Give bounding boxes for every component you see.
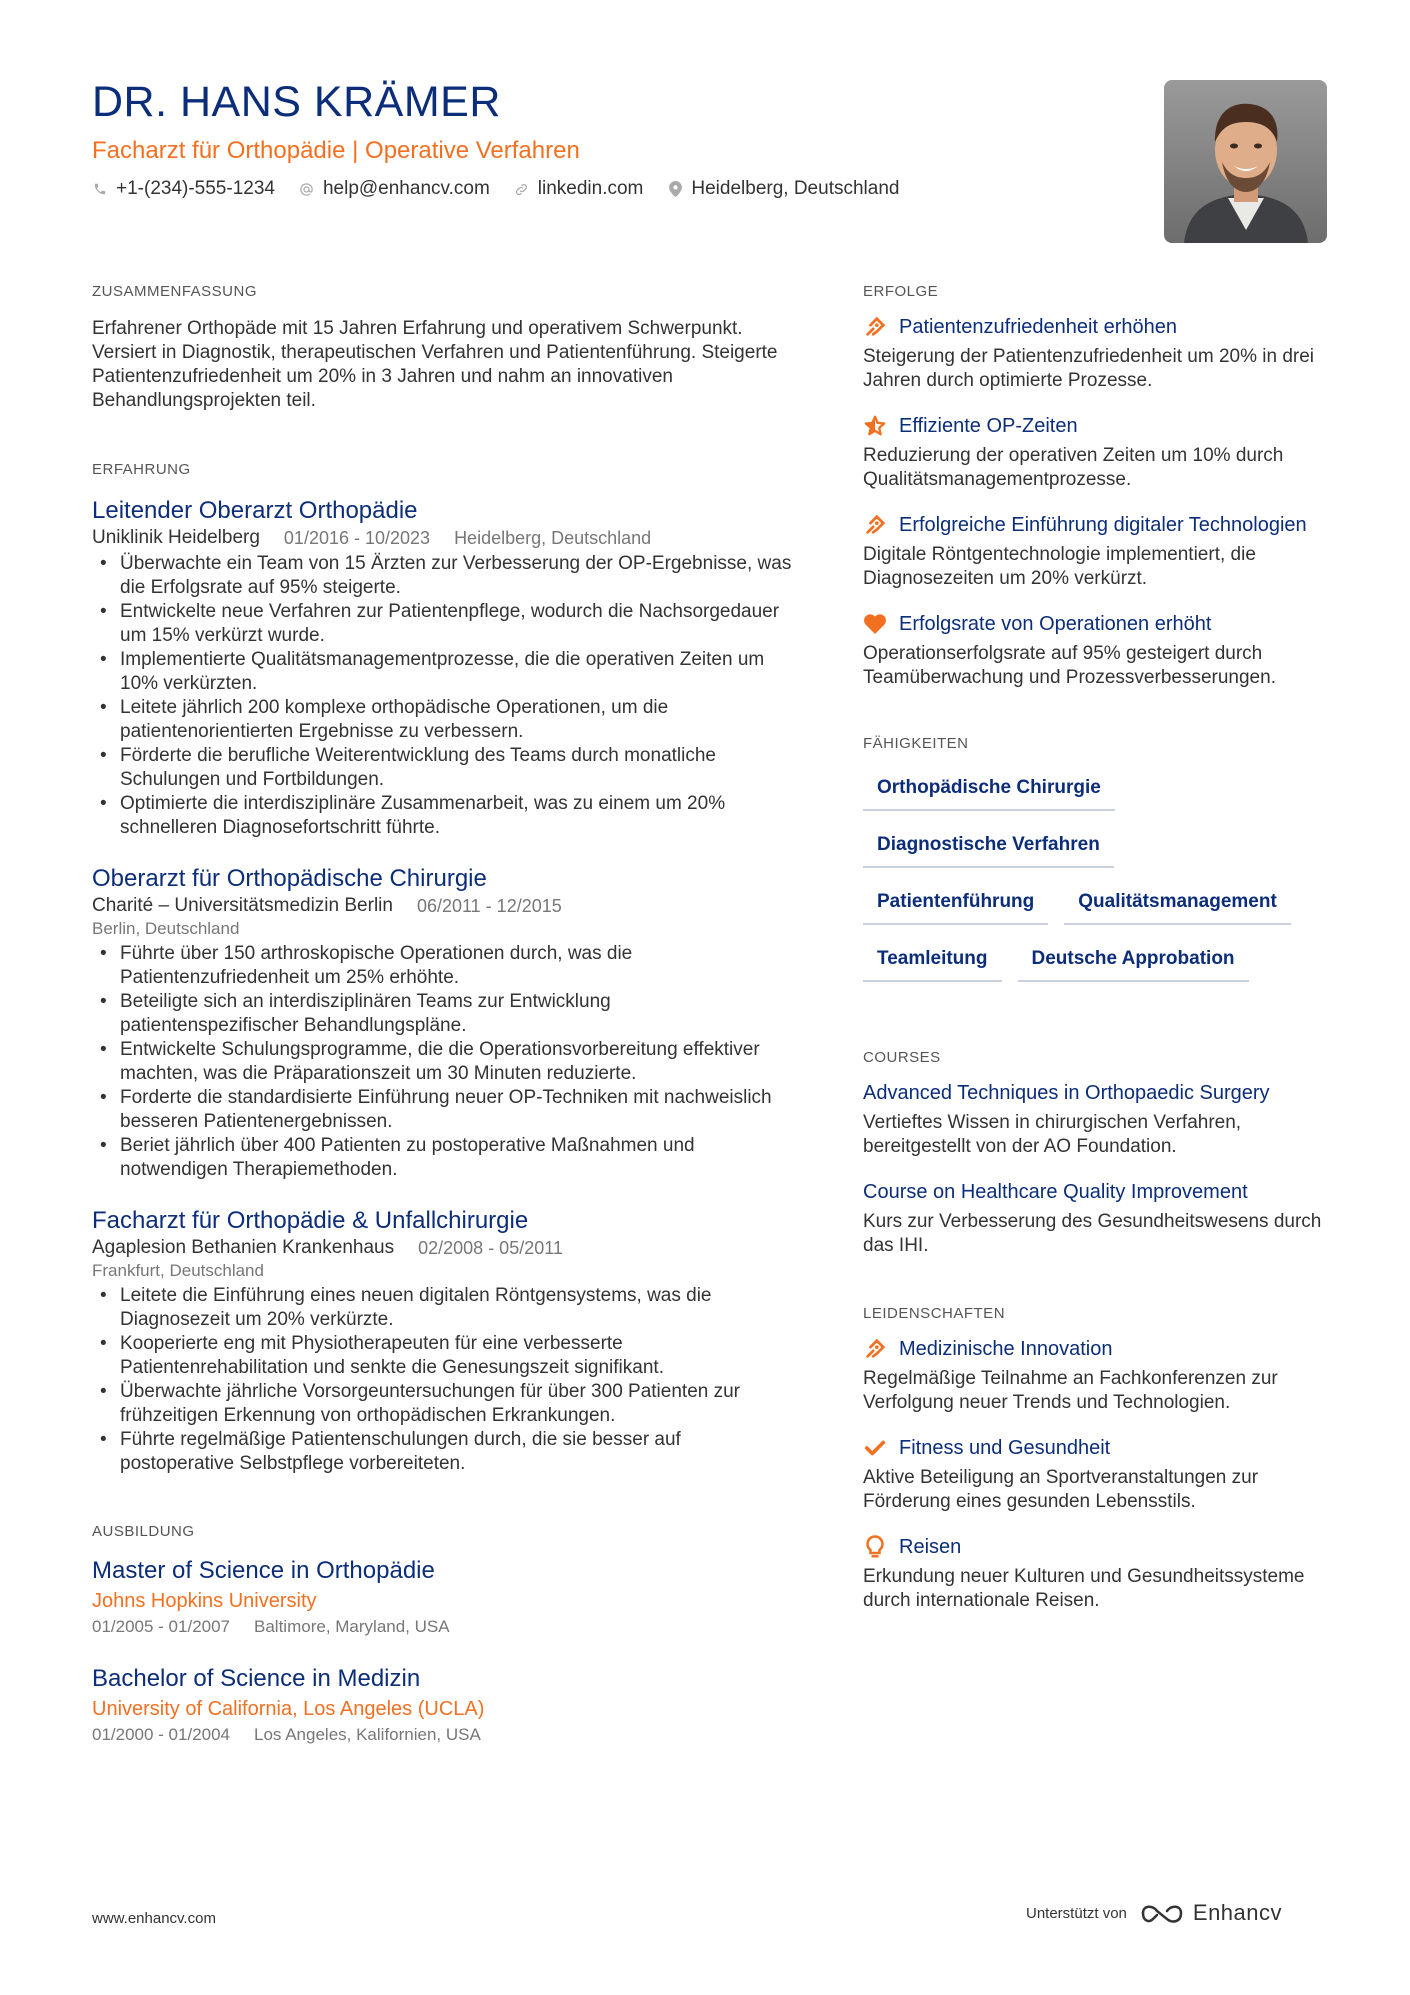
achievement-title: Erfolgreiche Einführung digitaler Technologien	[899, 514, 1307, 536]
left-column	[92, 282, 792, 1746]
skills-list	[863, 768, 1323, 996]
check-icon	[863, 1435, 887, 1461]
job-title: Leitender Oberarzt Orthopädie	[92, 497, 418, 524]
skill-tag: Patientenführung	[863, 882, 1048, 925]
course-title: Advanced Techniques in Orthopaedic Surgery	[863, 1082, 1270, 1104]
powered-by-text: Unterstützt von	[1026, 1904, 1127, 1922]
job-bullets	[92, 1284, 792, 1476]
rocket-icon	[863, 314, 887, 340]
education-school: University of California, Los Angeles (UCLA)	[92, 1698, 485, 1720]
footer-branding	[1026, 1900, 1282, 1926]
experience-heading: ERFAHRUNG	[92, 461, 191, 478]
location-pin-icon	[667, 181, 683, 197]
job-bullet: • Führte über 150 arthroskopische Operationen durch, was die Patientenzufriedenheit um 25% erhöhte.	[92, 942, 792, 990]
job-bullet: • Beriet jährlich über 400 Patienten zu postoperative Maßnahmen und notwendigen Therapiemethoden.	[92, 1134, 792, 1182]
job-bullet: • Implementierte Qualitätsmanagementprozesse, die die operativen Zeiten um 10% verkürzten.	[92, 648, 792, 696]
job-title: Facharzt für Orthopädie & Unfallchirurgie	[92, 1207, 529, 1234]
passion-item	[863, 1435, 1333, 1514]
linkedin-text[interactable]: linkedin.com	[537, 178, 644, 199]
achievement-desc: Steigerung der Patientenzufriedenheit um 20% in drei Jahren durch optimierte Prozesse.	[863, 346, 1315, 391]
job-bullet: • Leitete die Einführung eines neuen digitalen Röntgensystems, was die Diagnosezeit um 20% verkürzte.	[92, 1284, 792, 1332]
email-text[interactable]: help@enhancv.com	[322, 178, 490, 199]
contact-linkedin[interactable]	[514, 176, 644, 202]
job-bullet: • Optimierte die interdisziplinäre Zusammenarbeit, was zu einem um 20% schnelleren Diagnosefortschritt führte.	[92, 792, 792, 840]
job-bullet: • Führte regelmäßige Patientenschulungen durch, die sie besser auf postoperative Selbstpflege vorbereiteten.	[92, 1428, 792, 1476]
job-bullets	[92, 552, 792, 840]
passion-title: Reisen	[899, 1536, 962, 1558]
skills-heading: FÄHIGKEITEN	[863, 735, 969, 752]
profile-photo	[1164, 80, 1327, 243]
enhancv-logo-icon	[1139, 1901, 1185, 1925]
education-location: Baltimore, Maryland, USA	[254, 1617, 450, 1636]
job-bullets	[92, 942, 792, 1182]
achievement-item	[863, 611, 1333, 690]
phone-icon	[92, 181, 108, 197]
course-desc: Vertieftes Wissen in chirurgischen Verfahren, bereitgestellt von der AO Foundation.	[863, 1112, 1242, 1157]
candidate-title: Facharzt für Orthopädie | Operative Verfahren	[92, 137, 580, 164]
job-bullet: • Leitete jährlich 200 komplexe orthopädische Operationen, um die patientenorientierten Ergebnisse zu verbessern.	[92, 696, 792, 744]
job-bullet: • Förderte die berufliche Weiterentwicklung des Teams durch monatliche Schulungen und Fortbildungen.	[92, 744, 792, 792]
passion-title: Fitness und Gesundheit	[899, 1437, 1111, 1459]
contact-info	[92, 176, 1152, 202]
education-dates: 01/2005 - 01/2007	[92, 1617, 231, 1636]
heart-icon	[863, 611, 887, 637]
courses-heading: COURSES	[863, 1049, 941, 1066]
course-desc: Kurs zur Verbesserung des Gesundheitswesens durch das IHI.	[863, 1211, 1322, 1256]
achievement-desc: Operationserfolgsrate auf 95% gesteigert durch Teamüberwachung und Prozessverbesserungen.	[863, 643, 1276, 688]
course-item	[863, 1179, 1333, 1258]
contact-location	[667, 176, 899, 202]
passion-item	[863, 1336, 1333, 1415]
summary-text: Erfahrener Orthopäde mit 15 Jahren Erfahrung und operativem Schwerpunkt. Versiert in Diagnostik, therapeutischen Verfahren und Patientenführung. Steigerte Patientenzufriedenheit um 20% in 3 Jahren und nahm an innovativen Behandlungsprojekten teil.	[92, 318, 778, 411]
achievements-heading: ERFOLGE	[863, 283, 939, 300]
skill-tag: Diagnostische Verfahren	[863, 825, 1114, 868]
passion-desc: Regelmäßige Teilnahme an Fachkonferenzen zur Verfolgung neuer Trends und Technologien.	[863, 1368, 1278, 1413]
job-bullet: • Überwachte ein Team von 15 Ärzten zur Verbesserung der OP-Ergebnisse, was die Erfolgsrate auf 95% steigerte.	[92, 552, 792, 600]
job-location: Berlin, Deutschland	[92, 919, 240, 938]
footer-website[interactable]: www.enhancv.com	[92, 1910, 216, 1927]
job-company: Charité – Universitätsmedizin Berlin	[92, 895, 393, 916]
achievement-title: Erfolgsrate von Operationen erhöht	[899, 613, 1212, 635]
job-title: Oberarzt für Orthopädische Chirurgie	[92, 865, 487, 892]
job-entry	[92, 1206, 792, 1476]
lightbulb-icon	[863, 1534, 887, 1560]
education-entry	[92, 1664, 792, 1746]
skill-tag: Qualitätsmanagement	[1064, 882, 1291, 925]
passion-desc: Aktive Beteiligung an Sportveranstaltungen zur Förderung eines gesunden Lebensstils.	[863, 1467, 1259, 1512]
education-location: Los Angeles, Kalifornien, USA	[254, 1725, 481, 1744]
enhancv-brand: Enhancv	[1192, 1900, 1283, 1925]
phone-text: +1-(234)-555-1234	[116, 178, 275, 199]
job-bullet: • Beteiligte sich an interdisziplinären Teams zur Entwicklung patientenspezifischer Behandlungspläne.	[92, 990, 792, 1038]
job-company: Agaplesion Bethanien Krankenhaus	[92, 1237, 395, 1258]
skill-tag: Teamleitung	[863, 939, 1002, 982]
achievement-title: Effiziente OP-Zeiten	[899, 415, 1078, 437]
education-dates: 01/2000 - 01/2004	[92, 1725, 231, 1744]
link-icon	[514, 181, 530, 197]
job-location: Frankfurt, Deutschland	[92, 1261, 264, 1280]
star-icon	[863, 413, 887, 439]
contact-phone	[92, 176, 275, 202]
at-icon	[299, 181, 315, 197]
location-text: Heidelberg, Deutschland	[691, 178, 900, 199]
job-meta	[92, 1236, 792, 1260]
job-company: Uniklinik Heidelberg	[92, 527, 260, 548]
course-item	[863, 1080, 1333, 1159]
candidate-name: DR. HANS KRÄMER	[92, 78, 501, 126]
achievement-title: Patientenzufriedenheit erhöhen	[899, 316, 1177, 338]
job-meta	[92, 526, 792, 550]
job-entry	[92, 864, 792, 1182]
achievement-item	[863, 413, 1333, 492]
job-bullet: • Kooperierte eng mit Physiotherapeuten für eine verbesserte Patientenrehabilitation und senkte die Genesungszeit signifikant.	[92, 1332, 792, 1380]
job-bullet: • Entwickelte neue Verfahren zur Patientenpflege, wodurch die Nachsorgedauer um 15% verkürzt wurde.	[92, 600, 792, 648]
passion-item	[863, 1534, 1333, 1613]
skill-tag: Deutsche Approbation	[1018, 939, 1249, 982]
education-entry	[92, 1556, 792, 1638]
passions-heading: LEIDENSCHAFTEN	[863, 1305, 1006, 1322]
education-meta	[92, 1616, 792, 1638]
right-column	[863, 282, 1333, 1613]
job-bullet: • Forderte die standardisierte Einführung neuer OP-Techniken mit nachweislich besseren Patientenergebnissen.	[92, 1086, 792, 1134]
achievement-desc: Digitale Röntgentechnologie implementiert, die Diagnosezeiten um 20% verkürzt.	[863, 544, 1256, 589]
course-title: Course on Healthcare Quality Improvement	[863, 1181, 1248, 1203]
achievement-item	[863, 314, 1333, 393]
job-dates: 06/2011 - 12/2015	[416, 896, 562, 916]
job-dates: 02/2008 - 05/2011	[418, 1238, 563, 1258]
achievement-item	[863, 512, 1333, 591]
rocket-icon	[863, 1336, 887, 1362]
education-heading: AUSBILDUNG	[92, 1523, 195, 1540]
achievement-desc: Reduzierung der operativen Zeiten um 10% durch Qualitätsmanagementprozesse.	[863, 445, 1284, 490]
education-meta	[92, 1724, 792, 1746]
education-school: Johns Hopkins University	[92, 1590, 317, 1612]
passion-title: Medizinische Innovation	[899, 1338, 1113, 1360]
job-entry	[92, 496, 792, 840]
skill-tag: Orthopädische Chirurgie	[863, 768, 1115, 811]
job-bullet: • Überwachte jährliche Vorsorgeuntersuchungen für über 300 Patienten zur frühzeitigen Erkennung von orthopädischen Erkrankungen.	[92, 1380, 792, 1428]
job-dates: 01/2016 - 10/2023	[283, 528, 431, 548]
resume-header	[92, 76, 1152, 202]
contact-email[interactable]	[299, 176, 490, 202]
summary-heading: ZUSAMMENFASSUNG	[92, 283, 258, 300]
education-degree: Master of Science in Orthopädie	[92, 1557, 435, 1584]
rocket-icon	[863, 512, 887, 538]
job-meta	[92, 894, 792, 918]
education-degree: Bachelor of Science in Medizin	[92, 1665, 421, 1692]
passion-desc: Erkundung neuer Kulturen und Gesundheitssysteme durch internationale Reisen.	[863, 1566, 1305, 1611]
job-location: Heidelberg, Deutschland	[454, 528, 652, 548]
job-bullet: • Entwickelte Schulungsprogramme, die die Operationsvorbereitung effektiver machten, was die Präparationszeit um 30 Minuten reduzierte.	[92, 1038, 792, 1086]
